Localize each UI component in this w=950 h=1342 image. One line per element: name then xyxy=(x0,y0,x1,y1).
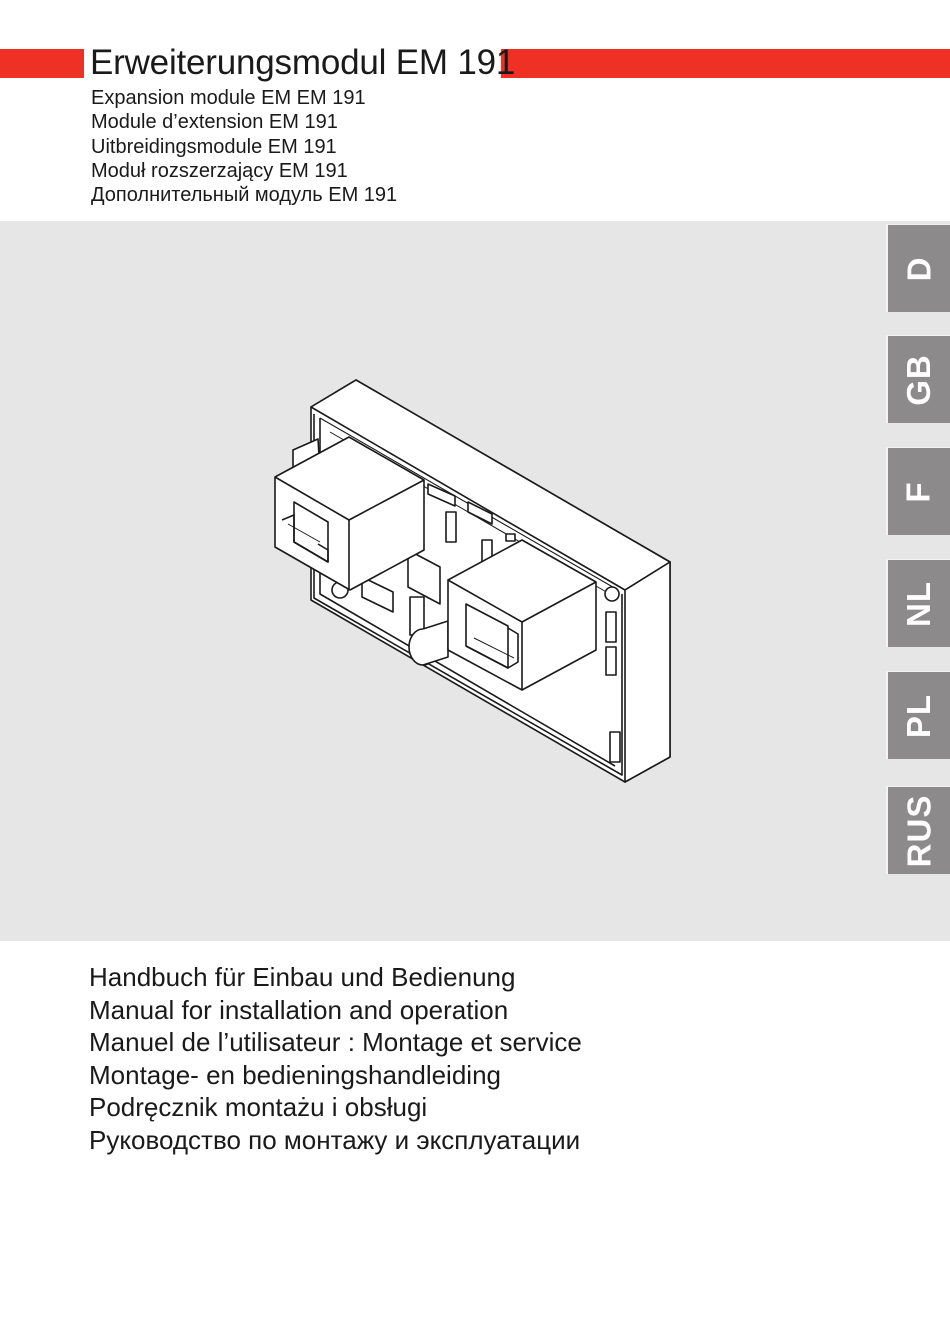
header-accent-bar-right xyxy=(501,49,950,78)
subtitle-en: Expansion module EM EM 191 xyxy=(91,87,366,109)
manual-title-de: Handbuch für Einbau und Bedienung xyxy=(89,962,516,992)
language-tab-pl[interactable] xyxy=(886,671,950,759)
manual-title-nl: Montage- en bedieningshandleiding xyxy=(89,1059,501,1090)
subtitle-fr: Module d’extension EM 191 xyxy=(91,111,338,134)
manual-title-list xyxy=(89,961,582,1157)
language-tab-label: PL xyxy=(899,693,937,738)
manual-title-pl: Podręcznik montażu i obsługi xyxy=(89,1092,428,1123)
subtitle-nl: Uitbreidingsmodule EM 191 xyxy=(91,135,337,158)
language-tab-d[interactable] xyxy=(886,224,950,312)
manual-title-en: Manual for installation and operation xyxy=(89,994,509,1025)
language-tab-label: RUS xyxy=(900,794,937,867)
language-tab-label: F xyxy=(899,480,937,503)
language-tab-f[interactable] xyxy=(886,447,950,535)
language-tab-label: NL xyxy=(900,580,937,627)
language-tab-nl[interactable] xyxy=(886,559,950,647)
language-tab-label: GB xyxy=(900,353,937,406)
subtitle-ru: Дополнительный модуль EM 191 xyxy=(91,184,398,207)
language-tab-rus[interactable] xyxy=(886,786,950,874)
subtitle-list xyxy=(91,86,397,207)
manual-title-fr: Manuel de l’utilisateur : Montage et service xyxy=(89,1027,582,1058)
subtitle-pl: Moduł rozszerzający EM 191 xyxy=(91,159,348,182)
expansion-module-icon xyxy=(270,372,680,792)
manual-title-ru: Руководство по монтажу и эксплуатации xyxy=(89,1124,581,1155)
document-title: Erweiterungsmodul EM 191 xyxy=(90,43,516,82)
header-accent-bar-left xyxy=(0,49,84,78)
language-tab-label: D xyxy=(900,256,937,281)
language-tab-gb[interactable] xyxy=(886,335,950,423)
